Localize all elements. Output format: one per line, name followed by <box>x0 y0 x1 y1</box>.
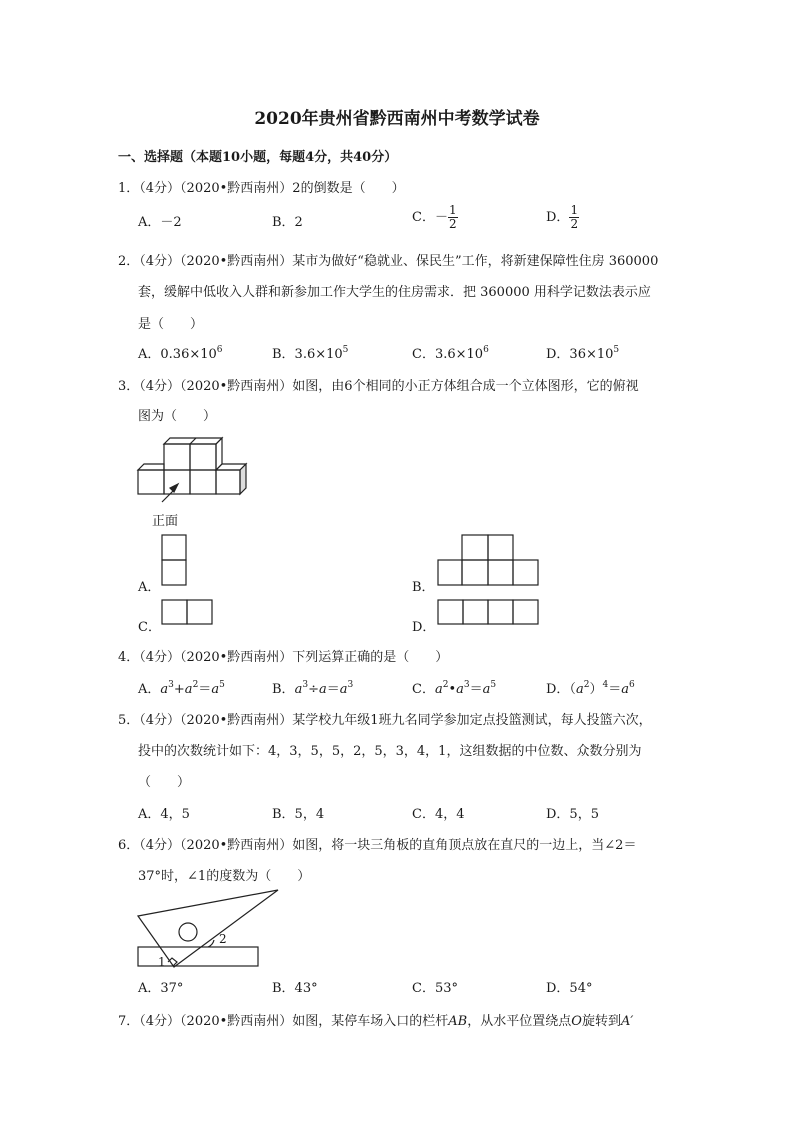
q4c-label: C． <box>412 682 435 697</box>
q7-text-1: 7．（4分）（2020•黔西南州）如图，某停车场入口的栏杆 <box>118 1014 449 1029</box>
q7-var-o: O <box>571 1014 582 1029</box>
q4a-var3: a <box>211 682 220 697</box>
q4d-exp: 2 <box>583 680 590 690</box>
q4b-eq: ＝ <box>326 682 340 697</box>
q2-option-c-exponent: 6 <box>483 345 489 355</box>
q4c-exp3: 5 <box>490 680 497 690</box>
q5-option-a: A．4，5 <box>138 807 190 822</box>
q4b-exp3: 3 <box>347 680 354 690</box>
q3-option-b-label: B． <box>412 580 435 595</box>
q4-option-d <box>546 678 635 697</box>
q2-option-a-exponent: 6 <box>216 345 223 355</box>
q7-var-a-prime: A′ <box>620 1014 634 1029</box>
q4-option-a <box>138 678 225 697</box>
q4a-exp3: 5 <box>219 680 225 690</box>
q2-option-a-base: A．0.36×10 <box>138 347 217 362</box>
q1-option-a: A．－2 <box>138 215 182 230</box>
q4c-exp: 2 <box>442 680 449 690</box>
q2-option-d-base: D．36×10 <box>546 347 614 362</box>
q4c-var2: a <box>456 682 464 697</box>
q4c-var: a <box>434 682 443 697</box>
q2-option-d-exponent: 5 <box>613 345 620 355</box>
q2-option-c <box>412 343 489 362</box>
q4d-label: D．（ <box>546 682 576 697</box>
q4b-op: ÷ <box>308 682 319 697</box>
q4c-exp2: 3 <box>463 680 470 690</box>
q7-text-2: ，从水平位置绕点 <box>467 1014 572 1029</box>
q2-option-b-base: B．3.6×10 <box>272 347 343 362</box>
q3-option-a-figure <box>161 534 191 588</box>
fraction-numerator: 1 <box>448 203 457 217</box>
question-6-line-1: 6．（4分）（2020•黔西南州）如图，将一块三角板的直角顶点放在直尺的一边上，当∠2＝ <box>118 838 637 853</box>
q4a-op: + <box>173 682 185 697</box>
q1-option-c <box>412 204 458 231</box>
q4a-exp: 3 <box>168 680 174 690</box>
angle-2-label: 2 <box>219 932 227 946</box>
question-1-stem: 1．（4分）（2020•黔西南州）2的倒数是（ ） <box>118 181 405 196</box>
q4-option-b <box>272 678 353 697</box>
question-5-line-3: （ ） <box>138 775 191 790</box>
question-7-line-1 <box>118 1010 633 1029</box>
cube-stack-top-faces <box>138 438 246 470</box>
question-5-line-2: 投中的次数统计如下：4，3，5，5，2，5，3，4，1，这组数据的中位数、众数分别为 <box>138 744 642 759</box>
q3-option-a-label: A． <box>138 580 161 595</box>
q1-option-c-label: C．－ <box>412 210 448 225</box>
q6-option-a: A．37° <box>138 981 184 996</box>
q4d-var3: a <box>621 682 629 697</box>
exam-title: 2020年贵州省黔西南州中考数学试卷 <box>254 109 540 129</box>
question-2-line-1: 2．（4分）（2020•黔西南州）某市为做好“稳就业、保民生”工作，将新建保障性住房 360000 <box>118 254 659 269</box>
cube-stack-front-faces <box>138 444 240 494</box>
fraction-denominator: 2 <box>570 217 579 231</box>
fraction-numerator: 1 <box>570 203 579 217</box>
q4a-var2: a <box>184 682 193 697</box>
q3-option-b-figure <box>437 534 547 588</box>
front-view-label: 正面 <box>152 514 179 529</box>
q4b-exp: 3 <box>302 680 309 690</box>
q5-option-b: B．5，4 <box>272 807 325 822</box>
angle-1-label: 1 <box>158 955 166 969</box>
q6-option-b: B．43° <box>272 981 318 996</box>
q6-option-d: D．54° <box>546 981 593 996</box>
q1-option-d-fraction <box>569 204 579 231</box>
fraction-denominator: 2 <box>448 217 457 231</box>
q4-option-c <box>412 678 496 697</box>
q6-option-c: C．53° <box>412 981 458 996</box>
cube-stack-right-faces <box>216 438 246 494</box>
question-3-line-2: 图为（ ） <box>138 409 217 424</box>
q5-option-c: C．4，4 <box>412 807 465 822</box>
q4a-exp2: 2 <box>192 680 199 690</box>
q1-option-b: B．2 <box>272 215 303 230</box>
q2-option-d <box>546 343 619 362</box>
set-square-hole <box>179 923 197 941</box>
q7-var-ab: AB <box>448 1014 468 1029</box>
q4c-var3: a <box>482 682 491 697</box>
cube-stack-figure <box>136 436 266 506</box>
q5-option-d: D．5，5 <box>546 807 599 822</box>
q1-option-d-label: D． <box>546 210 570 225</box>
q4a-var: a <box>160 682 169 697</box>
q2-option-b <box>272 343 348 362</box>
q1-option-d <box>546 204 579 231</box>
question-3-line-1: 3．（4分）（2020•黔西南州）如图，由6个相同的小正方体组合成一个立体图形，它的俯视 <box>118 379 639 394</box>
q2-option-c-base: C．3.6×10 <box>412 347 484 362</box>
section-heading: 一、选择题（本题10小题，每题4分，共40分） <box>118 150 398 165</box>
q2-option-a <box>138 343 223 362</box>
q4b-var2: a <box>318 682 327 697</box>
q4b-var3: a <box>339 682 348 697</box>
q4d-paren: ） <box>589 682 603 697</box>
q4c-eq: ＝ <box>469 682 483 697</box>
q4c-op: • <box>448 682 457 697</box>
q4d-var: a <box>575 682 584 697</box>
question-2-line-3: 是（ ） <box>138 317 204 332</box>
q3-option-c-figure <box>161 599 216 629</box>
q7-text-3: 旋转到 <box>581 1014 621 1029</box>
q1-option-c-fraction <box>448 204 458 231</box>
q3-option-c-label: C． <box>138 620 161 635</box>
question-2-line-2: 套，缓解中低收入人群和新参加工作大学生的住房需求．把 360000 用科学记数法表示应 <box>138 285 651 300</box>
q2-option-b-exponent: 5 <box>342 345 349 355</box>
question-4-stem: 4．（4分）（2020•黔西南州）下列运算正确的是（ ） <box>118 650 449 665</box>
q4d-eq: ＝ <box>608 682 622 697</box>
q3-option-d-figure <box>437 599 542 629</box>
triangle-ruler-figure <box>134 888 284 968</box>
q4d-outer-exp: 4 <box>602 680 609 690</box>
q4d-exp3: 6 <box>628 680 635 690</box>
question-6-line-2: 37°时，∠1的度数为（ ） <box>138 869 311 884</box>
q4b-label: B． <box>272 682 295 697</box>
q4b-var: a <box>294 682 303 697</box>
question-5-line-1: 5．（4分）（2020•黔西南州）某学校九年级1班九名同学参加定点投篮测试，每人投篮六次， <box>118 713 652 728</box>
front-view-arrowhead <box>170 484 178 492</box>
q4a-eq: ＝ <box>198 682 212 697</box>
q3-option-d-label: D． <box>412 620 436 635</box>
q4a-label: A． <box>138 682 161 697</box>
